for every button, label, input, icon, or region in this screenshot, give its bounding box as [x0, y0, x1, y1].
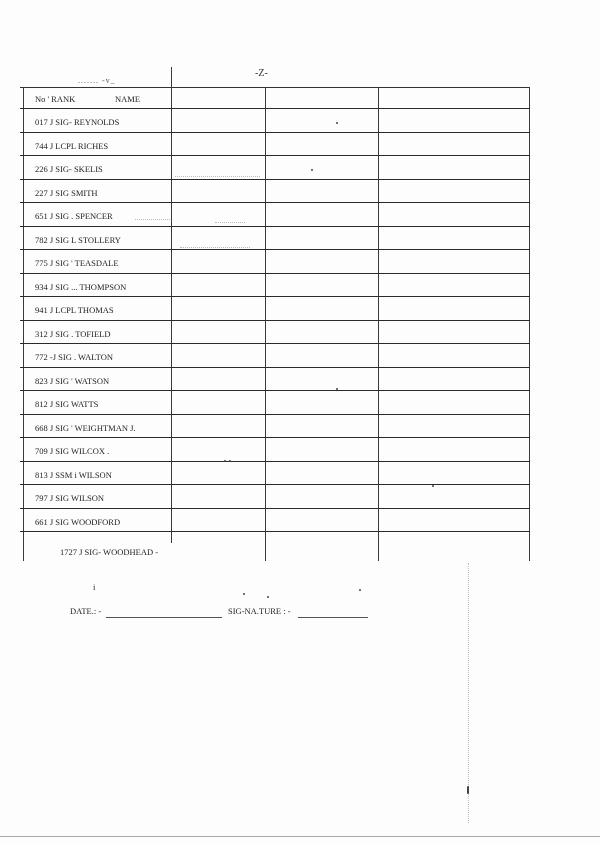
scan-artifact-line — [468, 563, 469, 823]
scan-speck — [336, 122, 338, 124]
rank-name-cell: 709 J SIG WILCOX . — [35, 446, 110, 456]
scan-noise — [135, 219, 170, 220]
table-row — [20, 391, 530, 415]
table-row — [20, 227, 530, 251]
table-row — [20, 415, 530, 439]
table-row — [20, 509, 530, 533]
scan-noise — [215, 222, 245, 223]
scan-speck — [243, 593, 245, 595]
table-row — [20, 133, 530, 157]
rank-name-cell: 934 J SIG ... THOMPSON — [35, 281, 127, 292]
page-bottom-edge — [0, 836, 600, 837]
scan-noise — [175, 176, 260, 177]
column-header-name: NAME — [115, 94, 141, 104]
table-row — [20, 203, 530, 227]
date-label: DATE.: - — [70, 606, 102, 616]
rank-name-cell: 227 J SIG SMITH — [35, 187, 98, 198]
table-row — [20, 321, 530, 345]
rank-name-cell: 812 J SIG WATTS — [35, 399, 99, 409]
table-row — [20, 156, 530, 180]
rank-name-cell: 823 J SIG ' WATSON — [35, 375, 110, 386]
table-row — [20, 180, 530, 204]
rank-name-cell: 782 J SIG L STOLLERY — [35, 234, 121, 245]
signature-label: SIG-NA.TURE : - — [228, 606, 291, 616]
rank-name-cell: 744 J LCPL RICHES — [35, 140, 109, 151]
table-row — [20, 438, 530, 462]
scan-speck — [467, 786, 469, 794]
rank-name-cell: 775 J SIG ' TEASDALE — [35, 258, 119, 268]
rank-name-cell: 661 J SIG WOODFORD — [35, 516, 121, 527]
table-row — [20, 109, 530, 133]
rank-name-cell: 312 J SIG . TOFIELD — [35, 328, 111, 339]
signature-line — [298, 617, 368, 618]
rank-name-cell: 772 -J SIG . WALTON — [35, 352, 114, 362]
table-row — [20, 462, 530, 486]
stray-mark: i — [93, 582, 96, 592]
rank-name-cell: 017 J SIG- REYNOLDS — [35, 117, 120, 127]
rank-name-cell: 651 J SIG . SPENCER — [35, 211, 113, 221]
rank-name-cell: 813 J SSM i WILSON — [35, 469, 112, 480]
scan-speck — [224, 460, 226, 462]
table-row — [20, 250, 530, 274]
table-row — [20, 297, 530, 321]
page-number: -Z- — [255, 68, 268, 79]
rank-name-cell: 668 J SIG ' WEIGHTMAN J. — [35, 422, 136, 433]
roster-table — [20, 87, 530, 563]
table-last-row — [20, 540, 530, 562]
date-line — [106, 617, 222, 618]
scan-speck — [336, 388, 338, 390]
rank-name-cell: 941 J LCPL THOMAS — [35, 305, 114, 315]
rank-name-cell: 797 J SIG WILSON — [35, 493, 105, 503]
scan-speck — [267, 596, 269, 598]
last-row-name: 1727 J SIG- WOODHEAD - — [60, 547, 159, 557]
table-row — [20, 485, 530, 509]
table-header-row — [20, 87, 530, 109]
scan-speck — [432, 485, 434, 487]
scan-speck — [229, 460, 231, 462]
rank-name-cell: 226 J SIG- SKELIS — [35, 164, 103, 174]
header-marks: ....... -v_ — [78, 76, 116, 85]
table-row — [20, 368, 530, 392]
table-row — [20, 274, 530, 298]
column-header-no-rank: No ' RANK — [35, 94, 76, 104]
table-row — [20, 344, 530, 368]
scan-noise — [180, 247, 250, 248]
scan-speck — [311, 169, 313, 171]
scan-speck — [359, 589, 361, 591]
